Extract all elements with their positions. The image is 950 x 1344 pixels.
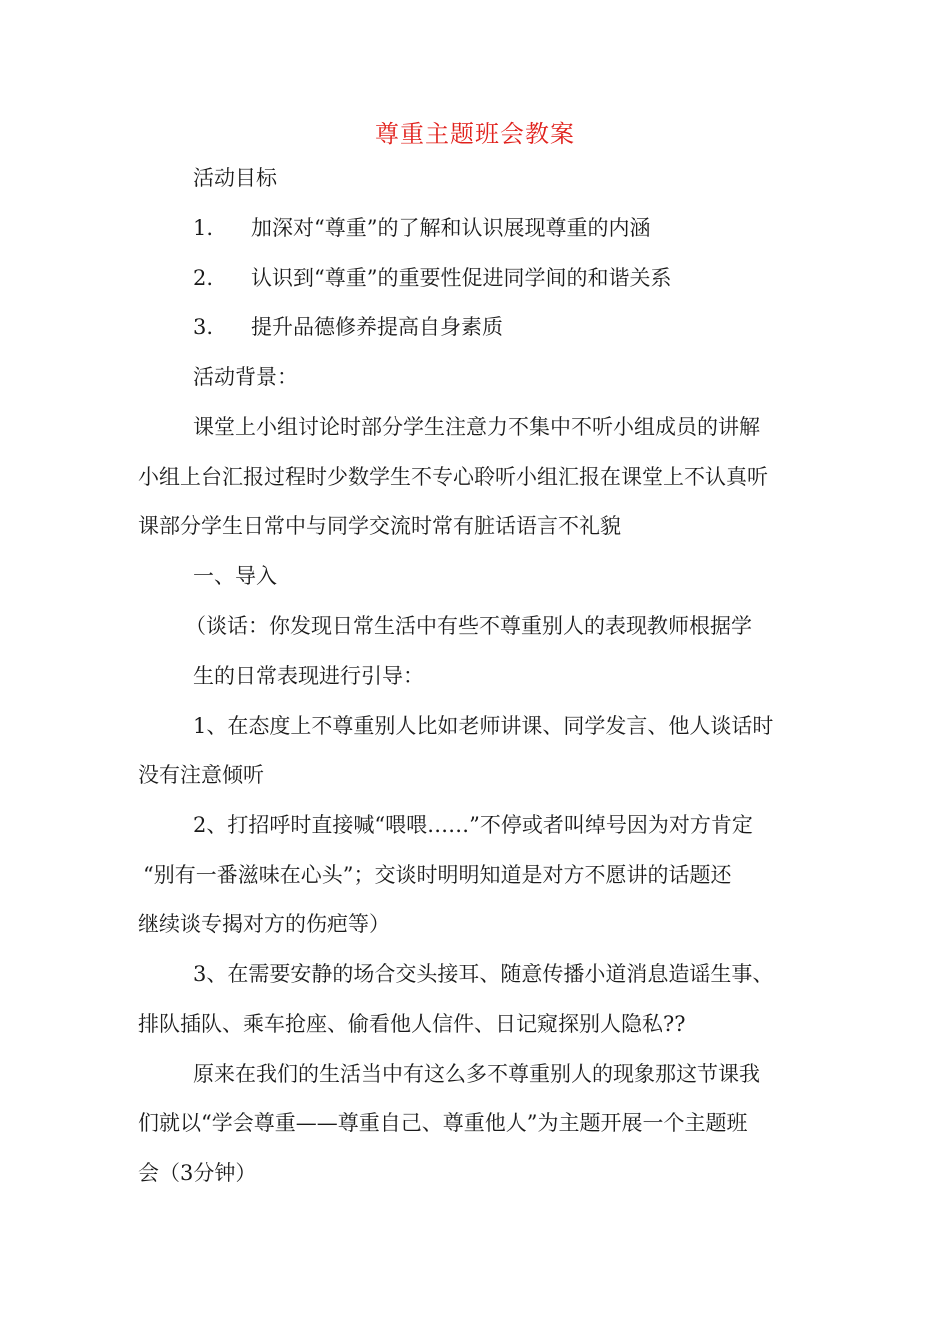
intro-line: 生的日常表现进行引导： [193, 664, 424, 688]
goal-number: 3. [193, 315, 214, 339]
goal-text: 提升品德修养提高自身素质 [251, 315, 503, 339]
closing-line: 们就以“学会尊重——尊重自己、尊重他人”为主题开展一个主题班 [138, 1111, 748, 1135]
item-line: 1、在态度上不尊重别人比如老师讲课、同学发言、他人谈话时 [193, 714, 774, 738]
item-line: 2、打招呼时直接喊“喂喂……”不停或者叫绰号因为对方肯定 [193, 813, 753, 837]
closing-line: 原来在我们的生活当中有这么多不尊重别人的现象那这节课我 [193, 1062, 760, 1086]
goal-text: 认识到“尊重”的重要性促进同学间的和谐关系 [251, 266, 672, 290]
goal-text: 加深对“尊重”的了解和认识展现尊重的内涵 [251, 216, 651, 240]
goal-item [193, 213, 650, 243]
background-line: 课堂上小组讨论时部分学生注意力不集中不听小组成员的讲解 [193, 415, 760, 439]
background-line: 小组上台汇报过程时少数学生不专心聆听小组汇报在课堂上不认真听 [138, 465, 768, 489]
goal-heading: 活动目标 [193, 166, 277, 190]
item-line: “别有一番滋味在心头”；交谈时明明知道是对方不愿讲的话题还 [143, 863, 732, 887]
background-heading: 活动背景： [193, 365, 298, 389]
goal-item [193, 312, 503, 342]
background-line: 课部分学生日常中与同学交流时常有脏话语言不礼貌 [138, 514, 621, 538]
item-line: 没有注意倾听 [138, 763, 264, 787]
intro-line: （谈话：你发现日常生活中有些不尊重别人的表现教师根据学 [185, 614, 752, 638]
document-title: 尊重主题班会教案 [375, 120, 575, 148]
goal-number: 2. [193, 266, 214, 290]
item-line: 排队插队、乘车抢座、偷看他人信件、日记窥探别人隐私?? [138, 1012, 686, 1036]
goal-item [193, 263, 671, 293]
closing-line: 会（3分钟） [138, 1161, 257, 1185]
section-heading: 一、导入 [193, 564, 277, 588]
item-line: 3、在需要安静的场合交头接耳、随意传播小道消息造谣生事、 [193, 962, 774, 986]
goal-number: 1. [193, 216, 214, 240]
item-line: 继续谈专揭对方的伤疤等） [138, 912, 390, 936]
